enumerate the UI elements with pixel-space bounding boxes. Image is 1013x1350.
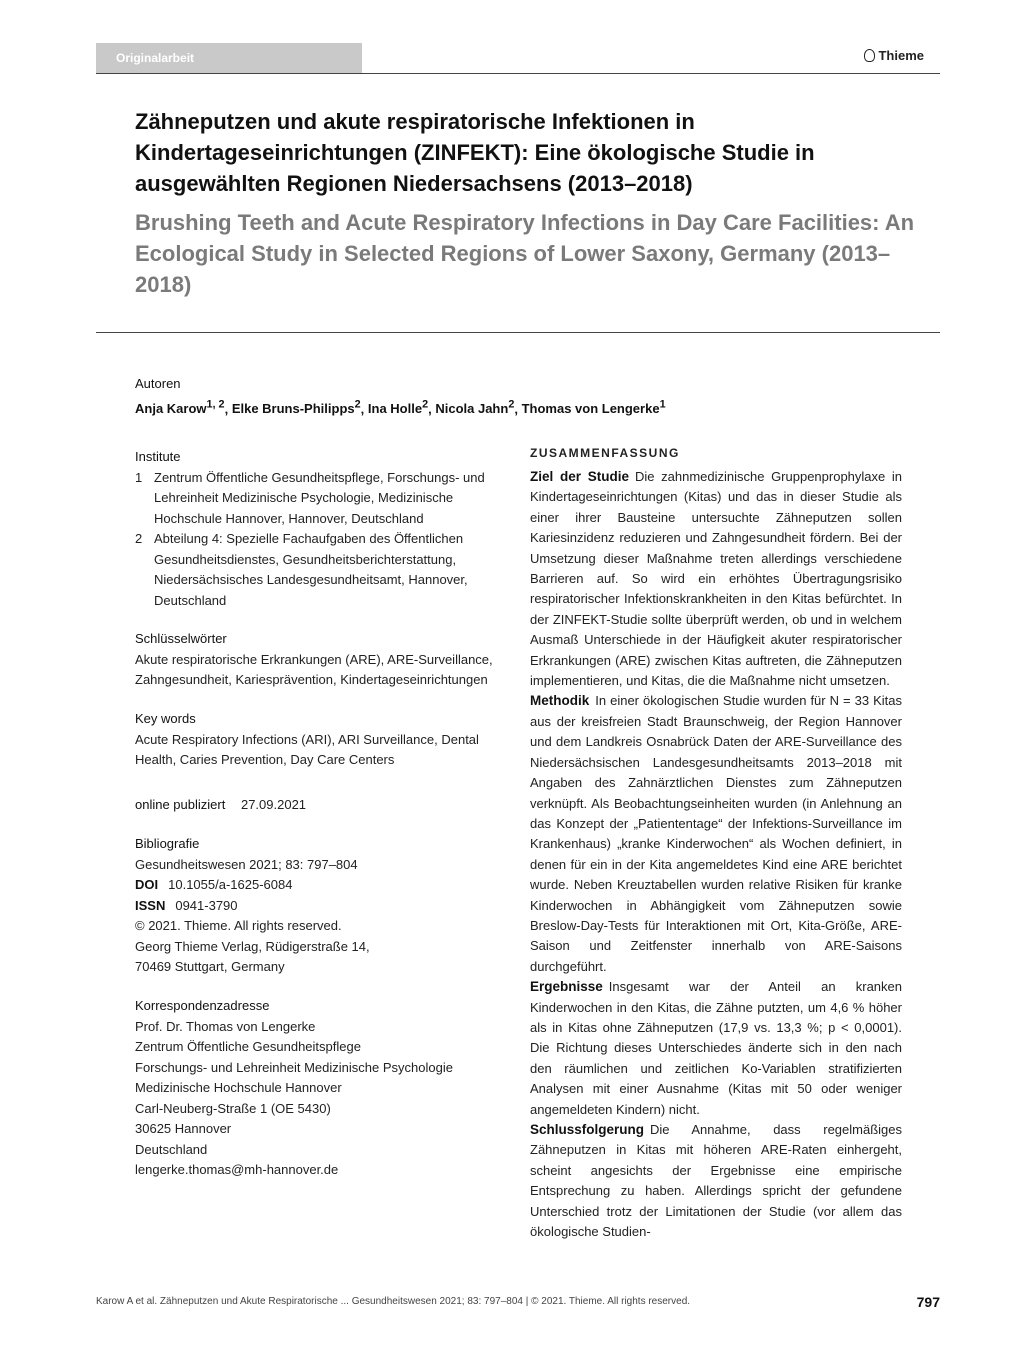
author: Anja Karow$^{1, 2}$ xyxy=(135,398,225,416)
thieme-logo-icon xyxy=(864,49,875,62)
correspondence-line: Deutschland xyxy=(135,1141,208,1157)
bibliography-heading: Bibliografie xyxy=(135,836,200,851)
institute-item: 1 Zentrum Öffentliche Gesundheitspflege, Forschungs- und Lehreinheit Medizinische Psychologie, Medizinische Hochschule Hannover, Hannover, Deutschland xyxy=(135,469,485,526)
abstract-text: Die zahnmedizinische Gruppenprophylaxe in Kindertageseinrichtungen (Kitas) und das in dieser Studie als einer ihrer Bausteine untersuchte Zähneputzen sollen Kariesinzidenz reduzieren und Zahngesundheit fördern. Bei der Umsetzung dieser Maßnahme treten allerdings verschiedene Barrieren auf. So wird ein erhöhtes Übertragungsrisiko respiratorischer Infektionskrankheiten in den Kitas befürchtet. In der ZINFEKT-Studie sollte überprüft werden, ob und in welchem Ausmaß Unterschiede in der Häufigkeit akuter respiratorischer Erkrankungen (ARE) zwischen Kitas auftreten, die Zähneputzen implementieren, und Kitas, die die Maßnahme nicht umsetzen. xyxy=(530,469,902,689)
page-number: 797 xyxy=(916,1294,940,1310)
publisher-name: Thieme xyxy=(878,48,924,63)
title-english: Brushing Teeth and Acute Respiratory Infections in Day Care Facilities: An Ecological Study in Selected Regions of Lower Saxony, Germany (2013–2018) xyxy=(135,210,915,297)
abstract-section xyxy=(530,977,902,1120)
correspondence-block xyxy=(135,996,515,1181)
correspondence-line: Zentrum Öffentliche Gesundheitspflege xyxy=(135,1039,361,1054)
issn-line: ISSN 0941-3790 xyxy=(135,897,238,913)
authors-list: Anja Karow$^{1, 2}$, Elke Bruns-Philipps$^2$, Ina Holle$^2$, Nicola Jahn$^2$, Thomas von Lengerke$^1$ xyxy=(135,398,666,416)
abstract-label: Ergebnisse xyxy=(530,979,603,995)
abstract-label: Methodik xyxy=(530,693,590,709)
abstract-label: Schlussfolgerung xyxy=(530,1122,645,1137)
correspondence-heading: Korrespondenzadresse xyxy=(135,998,270,1013)
bibliography-citation: Gesundheitswesen 2021; 83: 797–804 xyxy=(135,856,358,872)
publisher-address-1: Georg Thieme Verlag, Rüdigerstraße 14, xyxy=(135,938,370,954)
institutes-block xyxy=(135,447,515,611)
correspondence-line: Forschungs- und Lehreinheit Medizinische Psychologie xyxy=(135,1059,453,1075)
institute-item: 2 Abteilung 4: Spezielle Fachaufgaben des Öffentlichen Gesundheitsdienstes, Gesundheitsberichterstattung, Niedersächsisches Landesgesundheitsamt, Hannover, Deutschland xyxy=(135,531,468,608)
title-rule xyxy=(96,332,940,333)
author: Nicola Jahn$^2$ xyxy=(435,398,515,416)
abstract-text: Insgesamt war der Anteil an kranken Kinderwochen in den Kitas, die Zähne putzten, um 4,6 % höher als in Kitas ohne Zähneputzen (17,9 vs. 13,3 %; p < 0,0001). Die Richtung dieses Unterschiedes änderte sich in den nach den räumlichen und zeitlichen Ko-Variablen stratifizierten Analysen mit einer Ausnahme (Kitas mit 50 oder weniger angemeldeten Kindern) nicht. xyxy=(530,979,902,1117)
bibliography-block xyxy=(135,834,515,978)
doi-line: DOI 10.1055/a-1625-6084 xyxy=(135,877,293,892)
published-label: online publiziert xyxy=(135,797,226,812)
copyright-line: © 2021. Thieme. All rights reserved. xyxy=(135,918,342,933)
abstract-body xyxy=(530,467,902,1242)
issn-value: 0941-3790 xyxy=(175,897,238,913)
keywords-en-block xyxy=(135,709,515,771)
author: Thomas von Lengerke$^1$ xyxy=(521,398,666,416)
correspondence-email[interactable]: lengerke.thomas@mh-hannover.de xyxy=(135,1162,339,1177)
title-german: Zähneputzen und akute respiratorische Infektionen in Kindertageseinrichtungen (ZINFEKT): Eine ökologische Studie in ausgewählten Regionen Niedersachsens (2013–2018) xyxy=(135,109,815,196)
published-date: 27.09.2021 xyxy=(240,797,307,812)
institutes-heading: Institute xyxy=(135,449,181,464)
publisher-address-2: 70469 Stuttgart, Germany xyxy=(135,959,285,974)
abstract-section xyxy=(530,691,902,977)
abstract-section xyxy=(530,1120,902,1242)
keywords-de-heading: Schlüsselwörter xyxy=(135,631,227,646)
correspondence-line: 30625 Hannover xyxy=(135,1121,232,1136)
author: Elke Bruns-Philipps$^2$ xyxy=(231,398,361,416)
abstract-heading: ZUSAMMENFASSUNG xyxy=(530,446,680,460)
abstract-section xyxy=(530,467,902,691)
header-rule xyxy=(96,73,940,74)
abstract-label: Ziel der Studie xyxy=(530,469,630,484)
keywords-en-heading: Key words xyxy=(135,711,196,726)
abstract-text: In einer ökologischen Studie wurden für N = 33 Kitas aus der kreisfreien Stadt Braunschweig, der Region Hannover und dem Landkreis Osnabrück Daten der ARE-Surveillance des Niedersächsischen Landesgesundheitsamts 2013–2018 mit Angaben des Zahnärztlichen Dienstes zum Zähneputzen verknüpft. Als Beobachtungseinheiten wurden (in Anlehnung an das Konzept der „Patiententage“ der Infektions-Surveillance im Krankenhaus) „kranke Kinderwochen“ als Wochen definiert, in denen für ein in der Kita angemeldetes Kind eine ARE berichtet wurde. Neben Kreuztabellen wurden relative Risiken für kranke Kinderwochen in Abhängigkeit vom Zähneputzen sowie Breslow-Day-Tests für Interaktionen mit Ort, Kita-Größe, ARE-Saison und Zeitfenster innerhalb von ARE-Saisons durchgeführt. xyxy=(530,693,902,974)
keywords-de-block xyxy=(135,629,515,691)
abstract-text: Die Annahme, dass regelmäßiges Zähneputzen in Kitas mit höheren ARE-Raten einhergeht, scheint angesichts der Ergebnisse eine empirische Entsprechung zu haben. Allerdings spricht der gefundene Unterschied trotz der Limitationen der Studie (vor allem das ökologische Studien- xyxy=(530,1122,902,1240)
published-line xyxy=(135,795,515,816)
section-tag: Originalarbeit xyxy=(96,43,362,74)
footer-citation: Karow A et al. Zähneputzen und Akute Respiratorische ... Gesundheitswesen 2021; 83: 797–804 | © 2021. Thieme. All rights reserved. xyxy=(96,1296,691,1307)
author: Ina Holle$^2$ xyxy=(367,398,429,416)
correspondence-line: Prof. Dr. Thomas von Lengerke xyxy=(135,1018,316,1034)
authors-block xyxy=(135,374,666,419)
authors-heading: Autoren xyxy=(135,376,181,391)
publisher-logo xyxy=(864,48,924,63)
doi-value: 10.1055/a-1625-6084 xyxy=(168,877,293,892)
correspondence-line: Medizinische Hochschule Hannover xyxy=(135,1080,342,1095)
correspondence-line: Carl-Neuberg-Straße 1 (OE 5430) xyxy=(135,1100,331,1116)
keywords-de-text: Akute respiratorische Erkrankungen (ARE), ARE-Surveillance, Zahngesundheit, Kariesprävention, Kindertageseinrichtungen xyxy=(135,651,493,687)
keywords-en-text: Acute Respiratory Infections (ARI), ARI Surveillance, Dental Health, Caries Prevention, Day Care Centers xyxy=(135,731,479,767)
